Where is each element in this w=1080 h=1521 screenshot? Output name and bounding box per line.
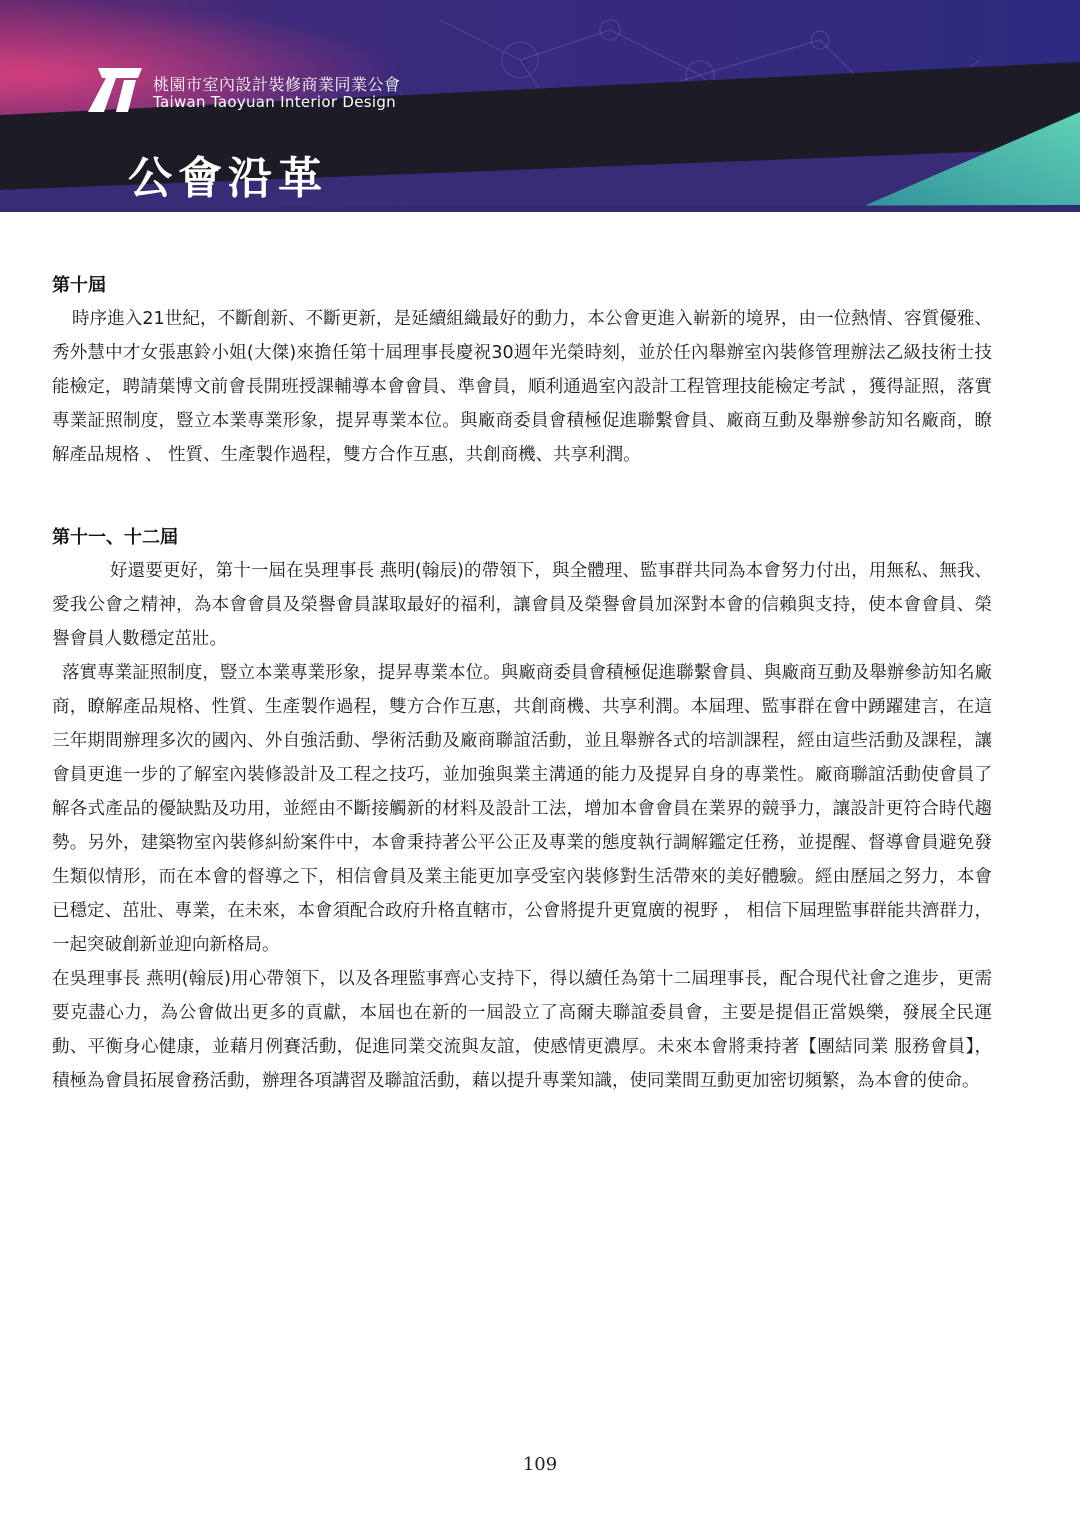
main-content <box>52 270 992 1098</box>
section-paragraph: 時序進入21世紀，不斷創新、不斷更新，是延續組織最好的動力，本公會更進入嶄新的境界，由一位熱情、容質優雅、秀外慧中才女張惠鈴小姐(大傑)來擔任第十屆理事長慶祝30週年光榮時刻，並於任內舉辦室內裝修管理辦法乙級技術士技能檢定，聘請葉博文前會長開班授課輔導本會會員、準會員，順利通過室內設計工程管理技能檢定考試 ，獲得証照，落實專業証照制度，豎立本業專業形象，提昇專業本位。與廠商委員會積極促進聯繫會員、廠商互動及舉辦參訪知名廠商，瞭解產品規格 、 性質、生產製作過程，雙方合作互惠，共創商機、共享利潤。 <box>52 309 992 465</box>
section-paragraph: 落實專業証照制度，豎立本業專業形象，提昇專業本位。與廠商委員會積極促進聯繫會員、與廠商互動及舉辦參訪知名廠商，瞭解產品規格、性質、生產製作過程，雙方合作互惠，共創商機、共享利潤。本屆理、監事群在會中踴躍建言，在這三年期間辦理多次的國內、外自強活動、學術活動及廠商聯誼活動，並且舉辦各式的培訓課程，經由這些活動及課程，讓會員更進一步的了解室內裝修設計及工程之技巧，並加強與業主溝通的能力及提昇自身的專業性。廠商聯誼活動使會員了解各式產品的優缺點及功用，並經由不斷接觸新的材料及設計工法，增加本會會員在業界的競爭力，讓設計更符合時代趨勢。另外，建築物室內裝修糾紛案件中，本會秉持著公平公正及專業的態度執行調解鑑定任務，並提醒、督導會員避免發生類似情形，而在本會的督導之下，相信會員及業主能更加享受室內裝修對生活帶來的美好體驗。經由歷屆之努力，本會已穩定、茁壯、專業，在未來，本會須配合政府升格直轄市，公會將提升更寬廣的視野 ， 相信下屆理監事群能共濟群力，一起突破創新並迎向新格局。 <box>52 663 992 955</box>
section-tenth-term <box>52 270 992 472</box>
organization-name-english: Taiwan Taoyuan Interior Design <box>153 93 396 111</box>
section-eleventh-twelfth-term <box>52 522 992 1098</box>
ti-logo-icon <box>84 66 144 114</box>
section-paragraph: 在吳理事長 燕明(翰辰)用心帶領下，以及各理監事齊心支持下，得以續任為第十二屆理事長，配合現代社會之進步，更需要克盡心力，為公會做出更多的貢獻，本屆也在新的一屆設立了高爾夫聯誼委員會，主要是提倡正當娛樂，發展全民運動、平衡身心健康，並藉月例賽活動，促進同業交流與友誼，使感情更濃厚。未來本會將秉持著【團結同業 服務會員】，積極為會員拓展會務活動，辦理各項講習及聯誼活動，藉以提升專業知識，使同業間互動更加密切頻繁，為本會的使命。 <box>52 969 992 1091</box>
header-banner <box>0 0 1080 212</box>
page-number: 109 <box>522 1454 558 1475</box>
organization-name-chinese: 桃園市室內設計裝修商業同業公會 <box>153 75 401 94</box>
page-title: 公會沿革 <box>128 153 328 204</box>
section-heading: 第十一、十二屆 <box>52 527 178 548</box>
section-heading: 第十屆 <box>52 275 106 296</box>
section-paragraph: 好還要更好，第十一屆在吳理事長 燕明(翰辰)的帶領下，與全體理、監事群共同為本會努力付出，用無私、無我、愛我公會之精神，為本會會員及榮譽會員謀取最好的福利，讓會員及榮譽會員加深對本會的信賴與支持，使本會會員、榮譽會員人數穩定茁壯。 <box>52 561 992 649</box>
